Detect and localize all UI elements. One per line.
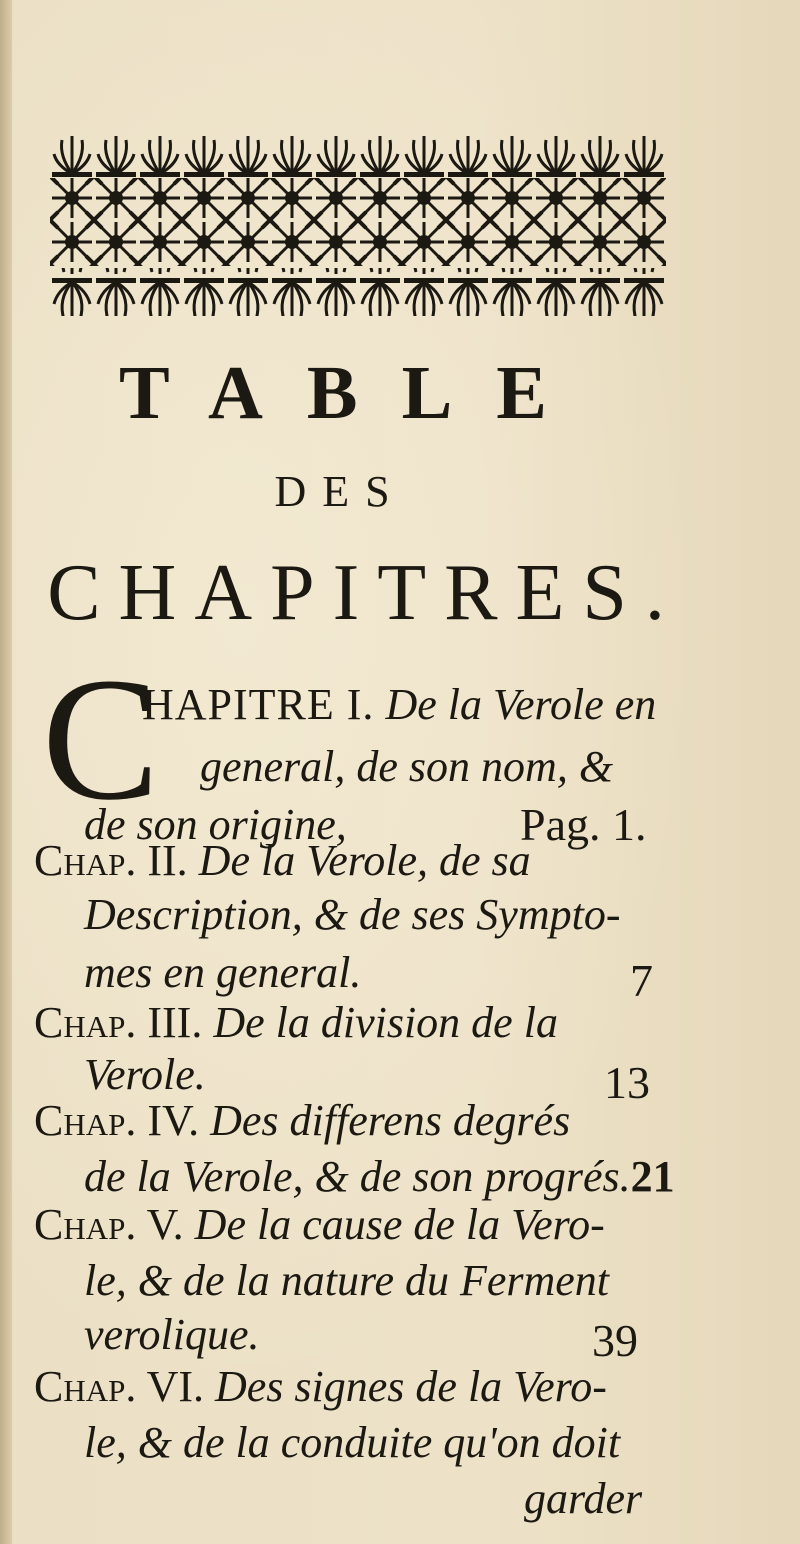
toc-entry-4 [34, 1092, 570, 1150]
page-number: 13 [604, 1057, 650, 1108]
toc-entry-6-line-2: le, & de la conduite qu'on doit [84, 1418, 621, 1467]
chapter-title: Des signes de la Vero- [215, 1362, 607, 1411]
chapter-title: Des differens degrés [210, 1096, 571, 1145]
title-des: DES [274, 467, 406, 516]
toc-entry-2-line-3: mes en general. [84, 948, 362, 997]
chapter-title: De la Verole en [385, 680, 657, 729]
drop-cap: C [42, 642, 160, 837]
chapter-label: Chap. V. [34, 1200, 184, 1249]
toc-entry-1-line-3: de son origine, [84, 800, 347, 849]
toc-entry-1 [142, 676, 656, 734]
chapter-title: De la cause de la Vero- [194, 1200, 605, 1249]
toc-entry-2-line-2: Description, & de ses Sympto- [84, 890, 621, 939]
chapter-label: HAPITRE I. [142, 680, 375, 729]
page-number: 39 [592, 1315, 638, 1366]
chapter-title: De la division de la [213, 998, 558, 1047]
page-gutter [0, 0, 12, 1544]
page-number: Pag. 1. [520, 799, 647, 850]
toc-entry-3 [34, 994, 558, 1052]
toc-entry-3-line-2: Verole. [84, 1050, 206, 1099]
chapter-label: Chap. II. [34, 836, 188, 885]
toc-entry-2 [34, 832, 531, 890]
toc-entry-1-line-2: general, de son nom, & [200, 742, 614, 791]
toc-entry-5 [34, 1196, 605, 1254]
chapter-title: De la Verole, de sa [198, 836, 531, 885]
chapter-label: Chap. VI. [34, 1362, 204, 1411]
toc-entry-5-line-2: le, & de la nature du Ferment [84, 1256, 610, 1305]
title-table: TABLE [118, 351, 591, 435]
toc-entry-5-line-3: verolique. [84, 1310, 260, 1359]
chapter-label: Chap. III. [34, 998, 203, 1047]
page-number: 7 [630, 955, 653, 1006]
catchword: garder [524, 1474, 643, 1523]
toc-entry-6 [34, 1358, 607, 1416]
ornamental-band-icon [50, 132, 666, 318]
chapter-label: Chap. IV. [34, 1096, 200, 1145]
page-number: 21 [630, 1152, 675, 1201]
title-chapitres: CHAPITRES. [47, 549, 683, 637]
chapter-title-continued: de la Verole, & de son progrés. [84, 1152, 631, 1201]
